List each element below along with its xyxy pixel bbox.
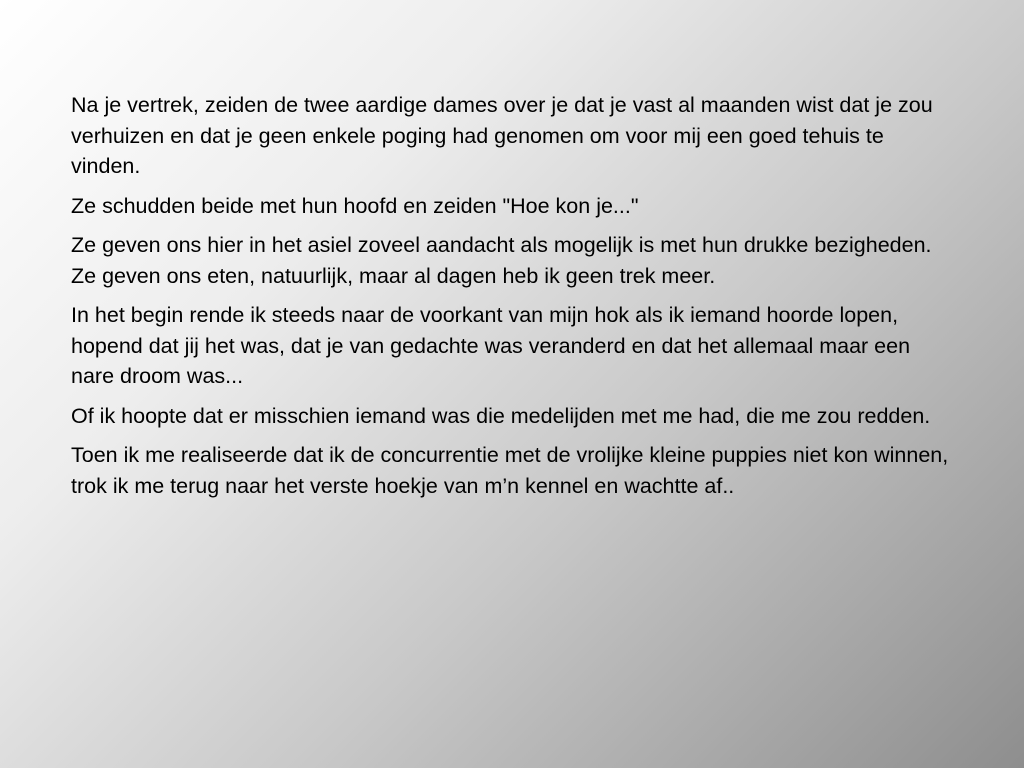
paragraph-4: In het begin rende ik steeds naar de voorkant van mijn hok als ik iemand hoorde lopen, hopend dat jij het was, dat je van gedachte was veranderd en dat het allemaal maar een nare droom was... (71, 303, 917, 388)
paragraph-3: Ze geven ons hier in het asiel zoveel aandacht als mogelijk is met hun drukke bezigheden. Ze geven ons eten, natuurlijk, maar al dagen heb ik geen trek meer. (71, 233, 944, 288)
paragraph-2: Ze schudden beide met hun hoofd en zeiden "Hoe kon je..." (71, 193, 639, 218)
slide-body-text (71, 90, 955, 510)
paragraph-1: Na je vertrek, zeiden de twee aardige dames over je dat je vast al maanden wist dat je zou verhuizen en dat je geen enkele poging had genomen om voor mij een goed tehuis te vinden. (71, 93, 939, 178)
paragraph-6: Toen ik me realiseerde dat ik de concurrentie met de vrolijke kleine puppies niet kon winnen, trok ik me terug naar het verste hoekje van m’n kennel en wachtte af.. (71, 443, 955, 498)
paragraph-5: Of ik hoopte dat er misschien iemand was die medelijden met me had, die me zou redden. (71, 403, 931, 428)
